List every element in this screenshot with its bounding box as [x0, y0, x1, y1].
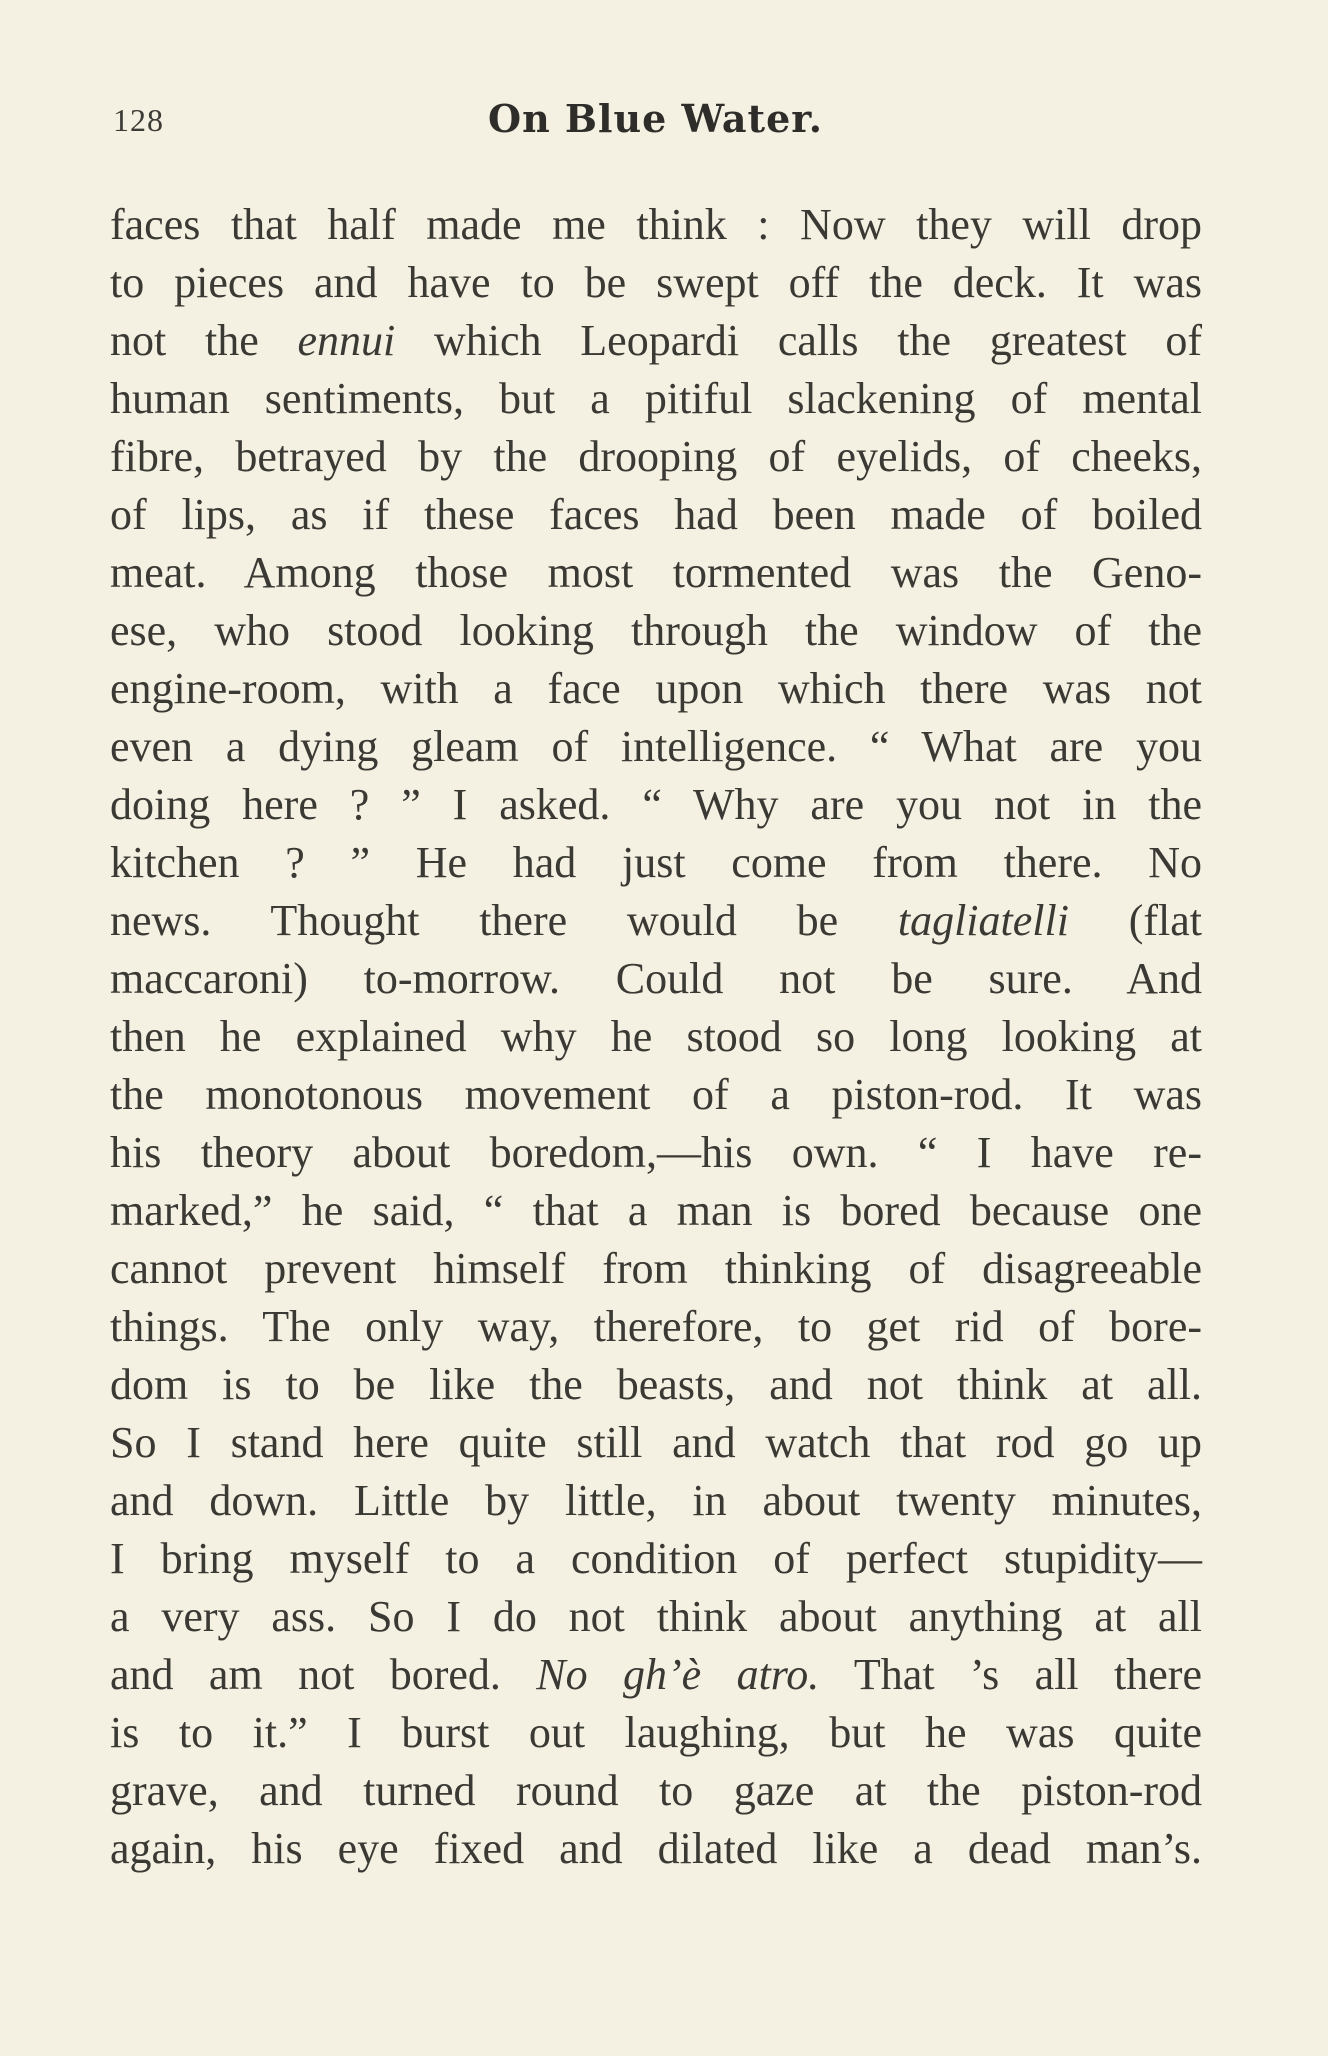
- text-run: of lips, as if these faces had been made of boiled: [110, 490, 1202, 539]
- text-run: marked,” he said, “ that a man is bored because one: [110, 1186, 1202, 1235]
- body-text: [110, 196, 1202, 1878]
- italic-phrase: No gh’è atro.: [536, 1650, 820, 1699]
- text-line: [110, 428, 1202, 486]
- text-run: and down. Little by little, in about twenty minutes,: [110, 1476, 1202, 1525]
- text-line: [110, 312, 1202, 370]
- text-line: [110, 1646, 1202, 1704]
- text-run: faces that half made me think : Now they will drop: [110, 200, 1202, 249]
- text-line: [110, 1240, 1202, 1298]
- text-line: [110, 1588, 1202, 1646]
- text-run: then he explained why he stood so long looking at: [110, 1012, 1202, 1061]
- italic-phrase: ennui: [297, 316, 396, 365]
- text-run: again, his eye fixed and dilated like a dead man’s.: [110, 1824, 1202, 1873]
- text-line: [110, 1762, 1202, 1820]
- text-line: [110, 370, 1202, 428]
- text-run: dom is to be like the beasts, and not think at all.: [110, 1360, 1202, 1409]
- text-run: So I stand here quite still and watch that rod go up: [110, 1418, 1202, 1467]
- text-line: [110, 1298, 1202, 1356]
- text-line: [110, 776, 1202, 834]
- text-line: [110, 196, 1202, 254]
- text-run: doing here ? ” I asked. “ Why are you not in the: [110, 780, 1202, 829]
- text-run: cannot prevent himself from thinking of disagreeable: [110, 1244, 1202, 1293]
- text-line: [110, 1820, 1202, 1878]
- text-run: is to it.” I burst out laughing, but he was quite: [110, 1708, 1202, 1757]
- italic-phrase: tagliatelli: [897, 896, 1069, 945]
- text-run: I bring myself to a condition of perfect stupidity—: [110, 1534, 1202, 1583]
- text-run: not the: [110, 316, 298, 365]
- text-run: meat. Among those most tormented was the Geno-: [110, 548, 1202, 597]
- text-run: the monotonous movement of a piston-rod. It was: [110, 1070, 1202, 1119]
- text-line: [110, 1472, 1202, 1530]
- text-line: [110, 544, 1202, 602]
- text-run: to pieces and have to be swept off the deck. It was: [110, 258, 1202, 307]
- text-line: [110, 950, 1202, 1008]
- text-line: [110, 834, 1202, 892]
- text-line: [110, 718, 1202, 776]
- text-run: even a dying gleam of intelligence. “ What are you: [110, 722, 1202, 771]
- text-run: kitchen ? ” He had just come from there. No: [110, 838, 1202, 887]
- text-line: [110, 1124, 1202, 1182]
- text-line: [110, 1704, 1202, 1762]
- text-run: ese, who stood looking through the window of the: [110, 606, 1202, 655]
- text-line: [110, 1182, 1202, 1240]
- text-run: a very ass. So I do not think about anything at all: [110, 1592, 1202, 1641]
- text-line: [110, 1066, 1202, 1124]
- text-line: [110, 486, 1202, 544]
- running-title: On Blue Water.: [487, 96, 824, 141]
- text-line: [110, 660, 1202, 718]
- text-line: [110, 254, 1202, 312]
- text-run: his theory about boredom,—his own. “ I have re-: [110, 1128, 1202, 1177]
- text-run: engine-room, with a face upon which there was not: [110, 664, 1202, 713]
- text-line: [110, 1356, 1202, 1414]
- text-run: fibre, betrayed by the drooping of eyelids, of cheeks,: [110, 432, 1202, 481]
- page-number: 128: [113, 102, 164, 138]
- text-run: human sentiments, but a pitiful slackening of mental: [110, 374, 1202, 423]
- text-run: things. The only way, therefore, to get rid of bore-: [110, 1302, 1202, 1351]
- text-line: [110, 1008, 1202, 1066]
- text-line: [110, 1414, 1202, 1472]
- text-line: [110, 892, 1202, 950]
- text-run: which Leopardi calls the greatest of: [395, 316, 1202, 365]
- text-run: news. Thought there would be: [110, 896, 898, 945]
- text-run: maccaroni) to-morrow. Could not be sure. And: [110, 954, 1202, 1003]
- page-header: [113, 96, 1198, 156]
- text-run: and am not bored.: [110, 1650, 537, 1699]
- text-run: That ’s all there: [819, 1650, 1202, 1699]
- text-line: [110, 1530, 1202, 1588]
- text-run: grave, and turned round to gaze at the piston-rod: [110, 1766, 1202, 1815]
- text-run: (flat: [1068, 896, 1202, 945]
- text-line: [110, 602, 1202, 660]
